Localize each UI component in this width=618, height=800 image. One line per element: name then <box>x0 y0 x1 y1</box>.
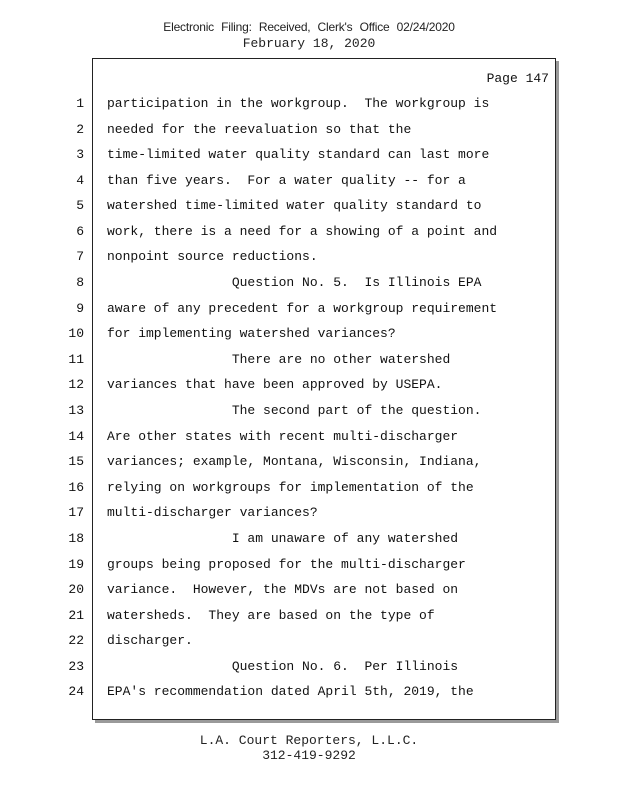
line-number: 3 <box>76 147 84 162</box>
line-number: 1 <box>76 96 84 111</box>
transcript-line: for implementing watershed variances? <box>107 326 396 341</box>
line-number: 16 <box>68 480 84 495</box>
transcript-line: needed for the reevaluation so that the <box>107 122 412 137</box>
filing-stamp: Electronic Filing: Received, Clerk's Office 02/24/2020 <box>163 20 455 34</box>
transcript-line: variances that have been approved by USEPA. <box>107 377 443 392</box>
line-number: 8 <box>76 275 84 290</box>
transcript-line: than five years. For a water quality -- for a <box>107 173 466 188</box>
line-number: 9 <box>76 301 84 316</box>
line-number: 5 <box>76 198 84 213</box>
line-number: 15 <box>68 454 84 469</box>
transcript-date: February 18, 2020 <box>242 36 376 51</box>
line-number: 19 <box>68 557 84 572</box>
line-number: 13 <box>68 403 84 418</box>
transcript-line: I am unaware of any watershed <box>107 531 459 546</box>
line-number: 22 <box>68 633 84 648</box>
line-number: 2 <box>76 122 84 137</box>
line-number: 18 <box>68 531 84 546</box>
line-number: 23 <box>68 659 84 674</box>
line-number: 7 <box>76 249 84 264</box>
transcript-line: time-limited water quality standard can last more <box>107 147 490 162</box>
page-number: Page 147 <box>486 71 549 86</box>
transcript-line: There are no other watershed <box>107 352 451 367</box>
line-number: 17 <box>68 505 84 520</box>
transcript-line: variance. However, the MDVs are not based on <box>107 582 459 597</box>
line-number: 14 <box>68 429 84 444</box>
line-number: 21 <box>68 608 84 623</box>
line-number: 12 <box>68 377 84 392</box>
line-number: 11 <box>68 352 84 367</box>
transcript-line: participation in the workgroup. The workgroup is <box>107 96 490 111</box>
transcript-line: variances; example, Montana, Wisconsin, Indiana, <box>107 454 482 469</box>
reporter-company: L.A. Court Reporters, L.L.C. <box>199 733 419 748</box>
line-number: 10 <box>68 326 84 341</box>
transcript-line: groups being proposed for the multi-discharger <box>107 557 466 572</box>
transcript-line: Are other states with recent multi-discharger <box>107 429 459 444</box>
line-number: 24 <box>68 684 84 699</box>
line-number: 6 <box>76 224 84 239</box>
line-number: 4 <box>76 173 84 188</box>
transcript-line: work, there is a need for a showing of a point and <box>107 224 498 239</box>
transcript-line: Question No. 6. Per Illinois <box>107 659 459 674</box>
transcript-line: multi-discharger variances? <box>107 505 318 520</box>
transcript-line: The second part of the question. <box>107 403 482 418</box>
transcript-line: Question No. 5. Is Illinois EPA <box>107 275 482 290</box>
transcript-line: watershed time-limited water quality standard to <box>107 198 482 213</box>
transcript-line: relying on workgroups for implementation of the <box>107 480 474 495</box>
transcript-line: EPA's recommendation dated April 5th, 2019, the <box>107 684 474 699</box>
transcript-line: aware of any precedent for a workgroup requirement <box>107 301 498 316</box>
line-number: 20 <box>68 582 84 597</box>
transcript-line: discharger. <box>107 633 193 648</box>
transcript-line: watersheds. They are based on the type of <box>107 608 435 623</box>
transcript-line: nonpoint source reductions. <box>107 249 318 264</box>
reporter-phone: 312-419-9292 <box>262 748 356 763</box>
